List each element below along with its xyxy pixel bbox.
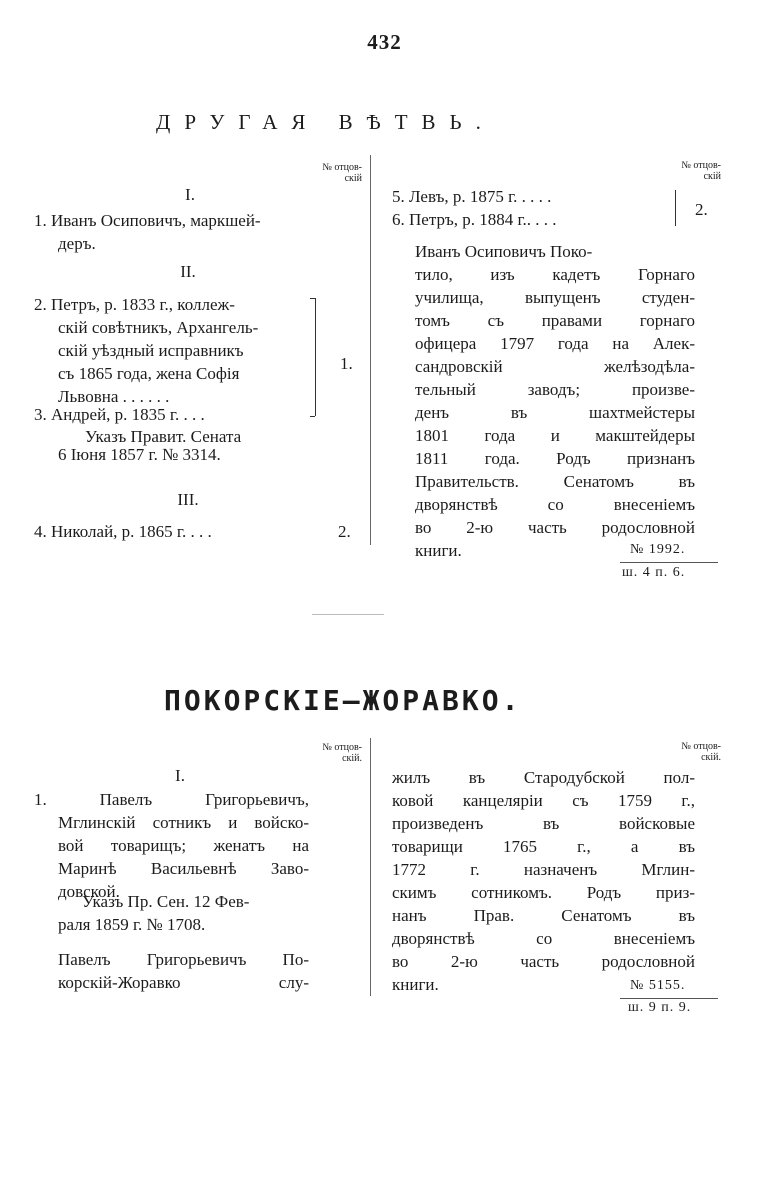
para-line: училища, выпущенъ студен- xyxy=(415,288,695,307)
para-line: книги. xyxy=(415,541,462,560)
paragraph-pokotilo xyxy=(415,263,695,562)
father-header-line2: скій. xyxy=(701,752,721,763)
decree-line2-2: раля 1859 г. № 1708. xyxy=(58,915,206,934)
para-line: нанъ Прав. Сенатомъ въ xyxy=(392,906,695,925)
father-header-line1: № отцов- xyxy=(322,162,362,173)
father-column-header-left xyxy=(300,162,362,184)
page-number: 432 xyxy=(367,30,402,54)
para-line: скимъ сотникомъ. Родъ приз- xyxy=(392,883,695,902)
entry-2-line1: 2. Петръ, р. 1833 г., коллеж- xyxy=(34,295,235,314)
para-line: корскій-Жоравко слу- xyxy=(58,973,309,992)
para-line: довской. xyxy=(58,882,120,901)
paragraph-pokotilo-line1 xyxy=(415,240,695,263)
reference-number: № 1992. xyxy=(630,542,686,557)
entry-pavel-line1 xyxy=(34,788,309,811)
father-number-group-2: 2. xyxy=(695,200,708,219)
brace-tick-top xyxy=(310,298,315,299)
para-line: дворянствѣ со внесеніемъ xyxy=(415,495,695,514)
para-line: денъ въ шахтмейстеры xyxy=(415,403,695,422)
reference-location-2: ш. 9 п. 9. xyxy=(628,1000,692,1015)
father-header-line1: № отцов- xyxy=(681,160,721,171)
entry-2-line4: съ 1865 года, жена Софія xyxy=(58,364,240,383)
para-line: Правительств. Сенатомъ въ xyxy=(415,472,695,491)
para-line: 1801 года и макштейдеры xyxy=(415,426,695,445)
para-line: во 2-ю часть родословной xyxy=(392,952,695,971)
father-header-line1: № отцов- xyxy=(681,741,721,752)
entry-1-line1: 1. Иванъ Осиповичъ, маркшей- xyxy=(34,211,261,230)
decree-line1-2: Указъ Пр. Сен. 12 Фев- xyxy=(82,892,250,911)
decree-line2: 6 Іюня 1857 г. № 3314. xyxy=(58,445,221,464)
father-header-line2: скій. xyxy=(342,753,362,764)
para-line: 1811 года. Родъ признанъ xyxy=(415,449,695,468)
para-line: Мглинскій сотникъ и войско- xyxy=(58,813,309,832)
section-title-pokorskie-zhoravko: ПОКОРСКІЕ—ЖОРАВКО. xyxy=(164,684,522,717)
reference-location: ш. 4 п. 6. xyxy=(622,565,686,580)
entry-3-line1: 3. Андрей, р. 1835 г. . . . xyxy=(34,405,205,424)
para-line: жилъ въ Стародубской пол- xyxy=(392,768,695,787)
father-number-group-1: 1. xyxy=(340,354,353,373)
entry-2-line2: скій совѣтникъ, Архангель- xyxy=(58,318,259,337)
generation-i: I. xyxy=(185,185,195,204)
group-brace xyxy=(315,298,316,416)
para-line: офицера 1797 года на Алек- xyxy=(415,334,695,353)
reference-number-2: № 5155. xyxy=(630,978,686,993)
reference-rule-2 xyxy=(620,998,718,999)
father-column-header-right xyxy=(655,160,721,182)
para-line: ковой канцеляріи съ 1759 г., xyxy=(392,791,695,810)
entry-1-line2: деръ. xyxy=(58,234,96,253)
father-header-line2: скій xyxy=(344,173,362,184)
para-line: 1772 г. назначенъ Мглин- xyxy=(392,860,695,879)
para-line: Иванъ Осиповичъ Поко- xyxy=(415,242,593,261)
para-line: 1. Павелъ Григорьевичъ, xyxy=(34,790,309,809)
generation-ii: II. xyxy=(180,262,196,281)
paragraph-pavel-service xyxy=(58,948,309,994)
reference-rule xyxy=(620,562,718,563)
section-separator xyxy=(312,614,384,615)
entry-2-line3: скій уѣздный исправникъ xyxy=(58,341,244,360)
para-line: Маринѣ Васильевнѣ Заво- xyxy=(58,859,309,878)
para-line: произведенъ въ войсковые xyxy=(392,814,695,833)
para-line: Павелъ Григорьевичъ По- xyxy=(58,950,309,969)
paragraph-pavel-continued xyxy=(392,766,695,996)
para-line: товарищи 1765 г., а въ xyxy=(392,837,695,856)
column-divider xyxy=(370,155,371,545)
entry-6: 6. Петръ, р. 1884 г.. . . . xyxy=(392,210,557,229)
father-header-line2: скій xyxy=(703,171,721,182)
group-brace-right xyxy=(675,190,676,226)
para-line: сандровскій желѣзодѣла- xyxy=(415,357,695,376)
father-column-header-left-2 xyxy=(300,742,362,764)
para-line: дворянствѣ со внесеніемъ xyxy=(392,929,695,948)
entry-5: 5. Левъ, р. 1875 г. . . . . xyxy=(392,187,552,206)
generation-iii: III. xyxy=(177,490,199,509)
entry-4-line1: 4. Николай, р. 1865 г. . . . xyxy=(34,522,212,541)
section-title-other-branch: ДРУГАЯ ВѢТВЬ. xyxy=(156,110,495,134)
brace-tick-bottom xyxy=(310,416,315,417)
father-header-line1: № отцов- xyxy=(322,742,362,753)
para-line: во 2-ю часть родословной xyxy=(415,518,695,537)
para-line: тило, изъ кадетъ Горнаго xyxy=(415,265,695,284)
generation-i-2: I. xyxy=(175,766,185,785)
para-line: томъ съ правами горнаго xyxy=(415,311,695,330)
para-line: вой товарищъ; женатъ на xyxy=(58,836,309,855)
decree-line1: Указъ Правит. Сената xyxy=(85,427,242,446)
column-divider-2 xyxy=(370,738,371,996)
para-line: тельный заводъ; произве- xyxy=(415,380,695,399)
para-line: книги. xyxy=(392,975,439,994)
father-column-header-right-2 xyxy=(655,741,721,763)
entry-2-line5: Львовна . . . . . . xyxy=(58,387,170,406)
father-number-entry-4: 2. xyxy=(338,522,351,541)
